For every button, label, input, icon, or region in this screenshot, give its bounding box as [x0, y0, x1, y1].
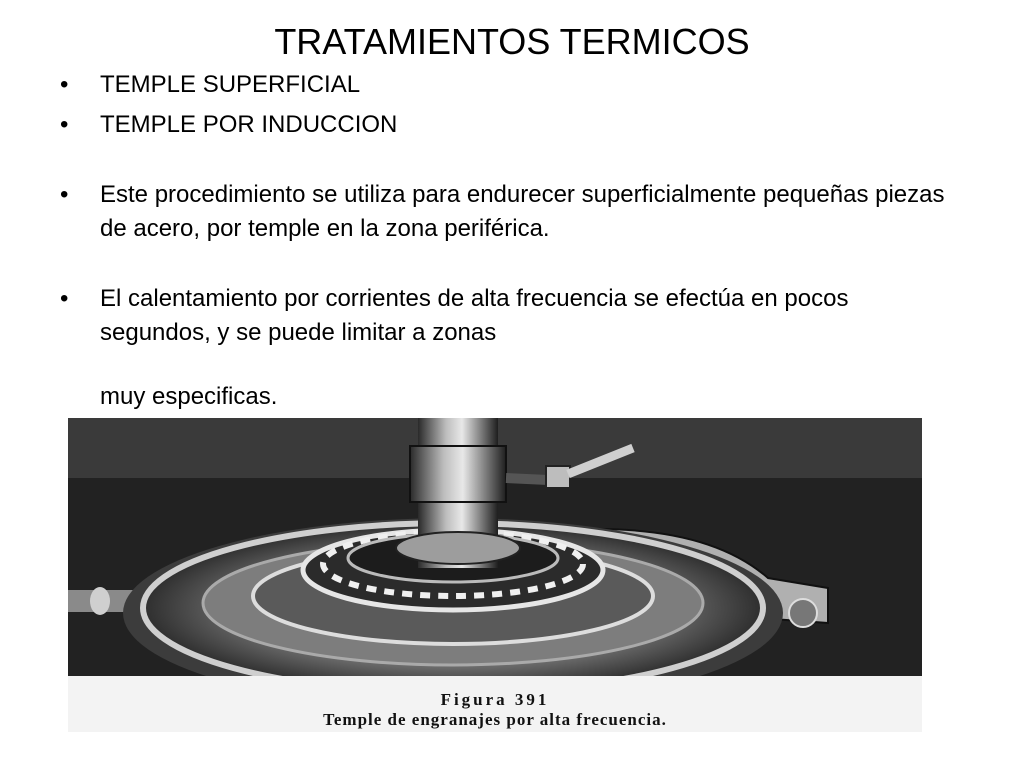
bullet-continuation: muy especificas. [100, 383, 278, 410]
figure-caption: Temple de engranajes por alta frecuencia. [323, 710, 667, 729]
gear-induction-illustration [68, 418, 922, 732]
bullet-procedimiento: • Este procedimiento se utiliza para endurecer superficialmente pequeñas piezas de acero, por temple en la zona periférica. [58, 178, 958, 246]
bullet-calentamiento: • El calentamiento por corrientes de alta frecuencia se efectúa en pocos segundos, y se puede limitar a zonas [58, 282, 958, 350]
figure-number: Figura 391 [440, 690, 550, 709]
slide-title: TRATAMIENTOS TERMICOS [274, 21, 750, 62]
induction-hardening-photo [68, 418, 922, 732]
bullet-temple-induccion: • TEMPLE POR INDUCCION [58, 108, 958, 142]
bullet-list [58, 68, 958, 350]
bullet-temple-superficial: • TEMPLE SUPERFICIAL [58, 68, 958, 102]
